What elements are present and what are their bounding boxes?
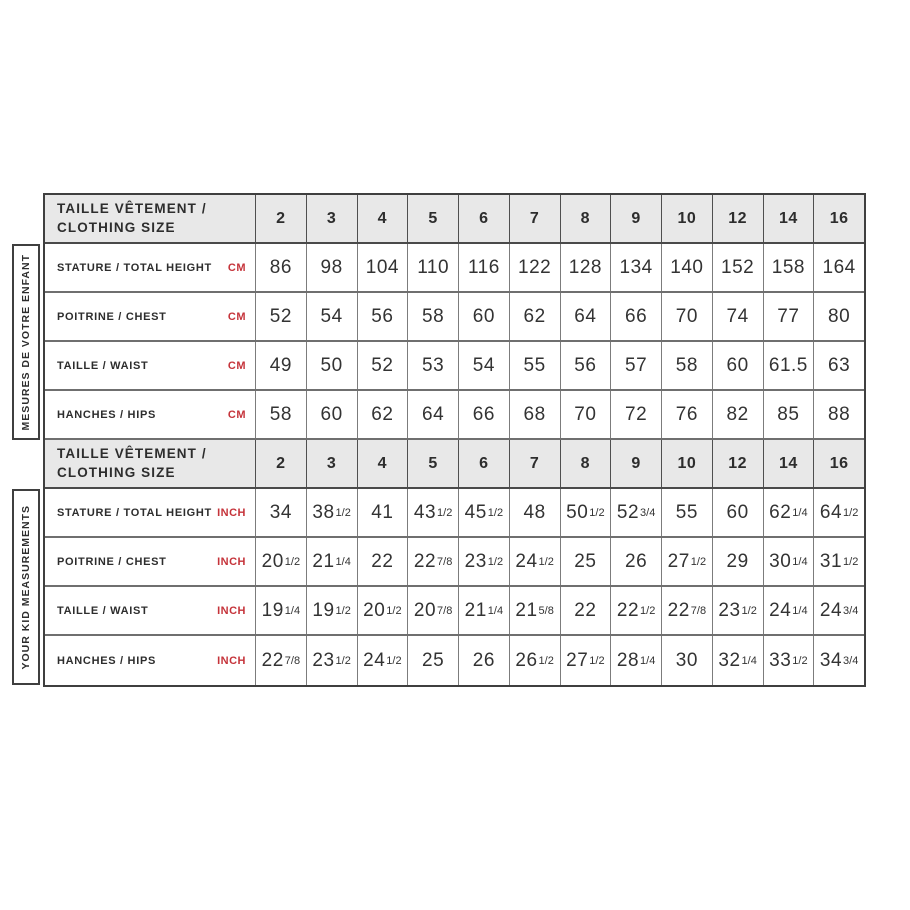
clothing-size-label-line-1: TAILLE VÊTEMENT / (57, 201, 207, 217)
measurement-value: 60 (458, 293, 509, 340)
size-column-header: 16 (813, 440, 864, 487)
size-column-header: 5 (407, 195, 458, 242)
value-fraction-part: 1/2 (386, 654, 402, 667)
measurement-value: 52 (357, 342, 408, 389)
measurement-value: 88 (813, 391, 864, 438)
size-column-header: 3 (306, 195, 357, 242)
unit-label: INCH (217, 506, 246, 519)
value-fraction-part: 1/2 (843, 506, 859, 519)
value-whole-part: 22 (413, 550, 437, 572)
measurement-value: 30 (661, 636, 712, 685)
measurement-value (458, 538, 509, 585)
size-column-header: 16 (813, 195, 864, 242)
measurement-value: 85 (763, 391, 814, 438)
measurement-value: 76 (661, 391, 712, 438)
measurement-value: 26 (610, 538, 661, 585)
value-whole-part: 20 (261, 550, 284, 572)
size-column-header: 7 (509, 440, 560, 487)
value-fraction-part: 1/2 (284, 555, 301, 568)
measurement-label-cell (45, 587, 255, 634)
measurement-value: 116 (458, 244, 509, 291)
value-whole-part: 24 (769, 599, 792, 621)
measurement-value: 110 (407, 244, 458, 291)
value-whole-part: 21 (515, 599, 538, 621)
measurement-value: 74 (712, 293, 763, 340)
value-whole-part: 52 (616, 501, 640, 523)
value-whole-part: 24 (363, 649, 386, 671)
size-column-header: 6 (458, 195, 509, 242)
value-fraction-part: 1/4 (284, 604, 301, 617)
measurement-value (255, 587, 306, 634)
measurement-value (610, 489, 661, 536)
measurement-value: 55 (509, 342, 560, 389)
measurement-value (407, 489, 458, 536)
value-fraction-part: 1/2 (487, 555, 504, 568)
measurement-value: 52 (255, 293, 306, 340)
value-whole-part: 22 (616, 599, 640, 621)
value-fraction-part: 1/2 (386, 604, 402, 617)
measurement-label-cell (45, 293, 255, 340)
size-column-header: 9 (610, 440, 661, 487)
value-whole-part: 23 (464, 550, 487, 572)
measurement-value: 54 (458, 342, 509, 389)
measurement-value: 50 (306, 342, 357, 389)
measurement-value (509, 538, 560, 585)
measurement-label-cell (45, 342, 255, 389)
measurement-value (712, 636, 763, 685)
measurement-value: 41 (357, 489, 408, 536)
measurement-value: 62 (357, 391, 408, 438)
measurement-row (45, 293, 864, 342)
measurement-value: 34 (255, 489, 306, 536)
measurement-value: 56 (560, 342, 611, 389)
value-whole-part: 31 (819, 550, 843, 572)
value-fraction-part: 1/4 (792, 555, 808, 568)
clothing-size-header-cell (45, 195, 255, 242)
measurement-value (661, 538, 712, 585)
measurement-value: 77 (763, 293, 814, 340)
value-fraction-part: 1/4 (335, 555, 351, 568)
value-fraction-part: 1/2 (640, 604, 656, 617)
measurement-value (458, 587, 509, 634)
measurement-row (45, 244, 864, 293)
size-column-header: 10 (661, 195, 712, 242)
side-label-inch: YOUR KID MEASUREMENTS (20, 504, 32, 670)
size-column-header: 14 (763, 440, 814, 487)
size-column-header: 4 (357, 195, 408, 242)
clothing-size-header-cell (45, 440, 255, 487)
measurement-value: 128 (560, 244, 611, 291)
value-fraction-part: 1/4 (792, 506, 808, 519)
measurement-value: 26 (458, 636, 509, 685)
value-whole-part: 27 (667, 550, 690, 572)
value-whole-part: 26 (515, 649, 538, 671)
size-column-header: 8 (560, 195, 611, 242)
measurement-value: 60 (712, 489, 763, 536)
measurement-value (306, 587, 357, 634)
measurement-row (45, 538, 864, 587)
value-whole-part: 19 (261, 599, 284, 621)
unit-label: CM (227, 359, 246, 372)
size-column-header: 8 (560, 440, 611, 487)
measurement-value: 122 (509, 244, 560, 291)
measurement-value: 68 (509, 391, 560, 438)
measurement-value: 104 (357, 244, 408, 291)
measurement-value (560, 489, 611, 536)
clothing-size-label-line-2: CLOTHING SIZE (57, 219, 176, 235)
measurement-row (45, 391, 864, 440)
value-fraction-part: 1/2 (538, 555, 554, 568)
measurement-value (813, 636, 864, 685)
measurement-value: 22 (560, 587, 611, 634)
value-whole-part: 50 (566, 501, 589, 523)
measurement-value: 82 (712, 391, 763, 438)
measurement-value: 25 (560, 538, 611, 585)
size-column-header: 2 (255, 440, 306, 487)
value-fraction-part: 1/2 (843, 555, 859, 568)
measurement-value: 158 (763, 244, 814, 291)
value-whole-part: 38 (312, 501, 335, 523)
measurement-value: 22 (357, 538, 408, 585)
size-column-header: 7 (509, 195, 560, 242)
measurement-label-cell (45, 489, 255, 536)
size-table (43, 193, 866, 687)
size-column-header: 6 (458, 440, 509, 487)
value-fraction-part: 1/2 (335, 604, 351, 617)
value-whole-part: 20 (363, 599, 386, 621)
measurement-value: 60 (306, 391, 357, 438)
measurement-value: 66 (458, 391, 509, 438)
side-panel-cm (12, 244, 40, 440)
value-whole-part: 22 (261, 649, 284, 671)
measurement-label: POITRINE / CHEST (57, 555, 167, 568)
measurement-value (661, 587, 712, 634)
value-whole-part: 21 (312, 550, 335, 572)
size-column-header: 10 (661, 440, 712, 487)
value-fraction-part: 1/4 (792, 604, 808, 617)
size-column-header: 9 (610, 195, 661, 242)
measurement-value (357, 636, 408, 685)
measurement-value: 80 (813, 293, 864, 340)
measurement-row (45, 636, 864, 685)
unit-label: CM (227, 408, 246, 421)
size-column-header: 2 (255, 195, 306, 242)
unit-label: INCH (217, 654, 246, 667)
measurement-value: 56 (357, 293, 408, 340)
value-fraction-part: 3/4 (843, 604, 859, 617)
value-whole-part: 24 (515, 550, 538, 572)
measurement-value: 25 (407, 636, 458, 685)
measurement-label: HANCHES / HIPS (57, 408, 157, 421)
unit-label: CM (227, 310, 246, 323)
size-column-header: 14 (763, 195, 814, 242)
side-panel-inch (12, 489, 40, 685)
value-fraction-part: 1/2 (690, 555, 707, 568)
value-fraction-part: 1/4 (487, 604, 504, 617)
measurement-value: 61.5 (763, 342, 814, 389)
value-fraction-part: 1/2 (589, 654, 605, 667)
measurement-value: 58 (407, 293, 458, 340)
measurement-value: 49 (255, 342, 306, 389)
measurement-value (306, 636, 357, 685)
size-column-header: 12 (712, 440, 763, 487)
measurement-value (509, 587, 560, 634)
measurement-label: HANCHES / HIPS (57, 654, 157, 667)
measurement-value: 72 (610, 391, 661, 438)
measurement-label-cell (45, 636, 255, 685)
measurement-label: POITRINE / CHEST (57, 310, 167, 323)
value-fraction-part: 1/4 (741, 654, 757, 667)
size-column-header: 3 (306, 440, 357, 487)
value-fraction-part: 7/8 (284, 654, 301, 667)
measurement-value (357, 587, 408, 634)
unit-label: INCH (217, 555, 246, 568)
value-whole-part: 21 (464, 599, 487, 621)
measurement-value: 48 (509, 489, 560, 536)
clothing-size-label-line-2: CLOTHING SIZE (57, 464, 176, 480)
measurement-value: 64 (560, 293, 611, 340)
measurement-value (813, 587, 864, 634)
value-whole-part: 33 (769, 649, 792, 671)
value-fraction-part: 3/4 (843, 654, 859, 667)
measurement-value: 63 (813, 342, 864, 389)
measurement-value (407, 538, 458, 585)
value-fraction-part: 1/2 (741, 604, 757, 617)
value-whole-part: 34 (819, 649, 843, 671)
value-whole-part: 32 (718, 649, 741, 671)
value-whole-part: 27 (566, 649, 589, 671)
measurement-value: 62 (509, 293, 560, 340)
measurement-value: 58 (255, 391, 306, 438)
measurement-value: 70 (661, 293, 712, 340)
size-column-header: 12 (712, 195, 763, 242)
value-fraction-part: 1/2 (335, 654, 351, 667)
measurement-value (509, 636, 560, 685)
measurement-value (763, 636, 814, 685)
value-whole-part: 19 (312, 599, 335, 621)
measurement-value (255, 636, 306, 685)
measurement-label-cell (45, 391, 255, 438)
value-whole-part: 23 (718, 599, 741, 621)
value-fraction-part: 3/4 (640, 506, 656, 519)
measurement-value (560, 636, 611, 685)
measurement-label: TAILLE / WAIST (57, 604, 149, 617)
value-whole-part: 23 (312, 649, 335, 671)
measurement-value: 53 (407, 342, 458, 389)
value-whole-part: 28 (616, 649, 640, 671)
value-fraction-part: 1/2 (487, 506, 504, 519)
measurement-row (45, 342, 864, 391)
measurement-value (763, 538, 814, 585)
measurement-value (763, 489, 814, 536)
measurement-value: 54 (306, 293, 357, 340)
measurement-value: 29 (712, 538, 763, 585)
measurement-label: STATURE / TOTAL HEIGHT (57, 261, 212, 274)
measurement-value: 60 (712, 342, 763, 389)
value-fraction-part: 1/2 (437, 506, 453, 519)
value-fraction-part: 1/2 (792, 654, 808, 667)
measurement-value: 55 (661, 489, 712, 536)
measurement-value (407, 587, 458, 634)
value-fraction-part: 1/2 (335, 506, 351, 519)
value-fraction-part: 7/8 (690, 604, 707, 617)
unit-label: INCH (217, 604, 246, 617)
measurement-value (458, 489, 509, 536)
measurement-value: 134 (610, 244, 661, 291)
value-fraction-part: 7/8 (437, 555, 453, 568)
measurement-value: 86 (255, 244, 306, 291)
measurement-value (306, 489, 357, 536)
measurement-value: 64 (407, 391, 458, 438)
value-whole-part: 30 (769, 550, 792, 572)
value-whole-part: 24 (819, 599, 843, 621)
value-whole-part: 62 (769, 501, 792, 523)
measurement-value (610, 587, 661, 634)
measurement-label-cell (45, 244, 255, 291)
measurement-value: 152 (712, 244, 763, 291)
size-column-header: 5 (407, 440, 458, 487)
value-whole-part: 22 (667, 599, 690, 621)
measurement-value: 164 (813, 244, 864, 291)
value-whole-part: 45 (464, 501, 487, 523)
value-fraction-part: 1/4 (640, 654, 656, 667)
measurement-value: 140 (661, 244, 712, 291)
measurement-value (610, 636, 661, 685)
side-label-cm: MESURES DE VOTRE ENFANT (20, 253, 32, 431)
measurement-value: 57 (610, 342, 661, 389)
measurement-value: 66 (610, 293, 661, 340)
measurement-value (763, 587, 814, 634)
size-header-row (45, 440, 864, 489)
measurement-value (813, 538, 864, 585)
measurement-row (45, 587, 864, 636)
value-fraction-part: 1/2 (589, 506, 605, 519)
measurement-value (255, 538, 306, 585)
measurement-value (813, 489, 864, 536)
measurement-label-cell (45, 538, 255, 585)
measurement-value: 58 (661, 342, 712, 389)
value-whole-part: 43 (413, 501, 437, 523)
measurement-row (45, 489, 864, 538)
measurement-label: STATURE / TOTAL HEIGHT (57, 506, 212, 519)
value-whole-part: 20 (413, 599, 437, 621)
measurement-value (306, 538, 357, 585)
measurement-value: 70 (560, 391, 611, 438)
size-column-header: 4 (357, 440, 408, 487)
unit-label: CM (227, 261, 246, 274)
measurement-value (712, 587, 763, 634)
value-whole-part: 64 (819, 501, 843, 523)
size-header-row (45, 195, 864, 244)
value-fraction-part: 7/8 (437, 604, 453, 617)
measurement-value: 98 (306, 244, 357, 291)
value-fraction-part: 1/2 (538, 654, 554, 667)
clothing-size-label-line-1: TAILLE VÊTEMENT / (57, 446, 207, 462)
measurement-label: TAILLE / WAIST (57, 359, 149, 372)
value-fraction-part: 5/8 (538, 604, 554, 617)
